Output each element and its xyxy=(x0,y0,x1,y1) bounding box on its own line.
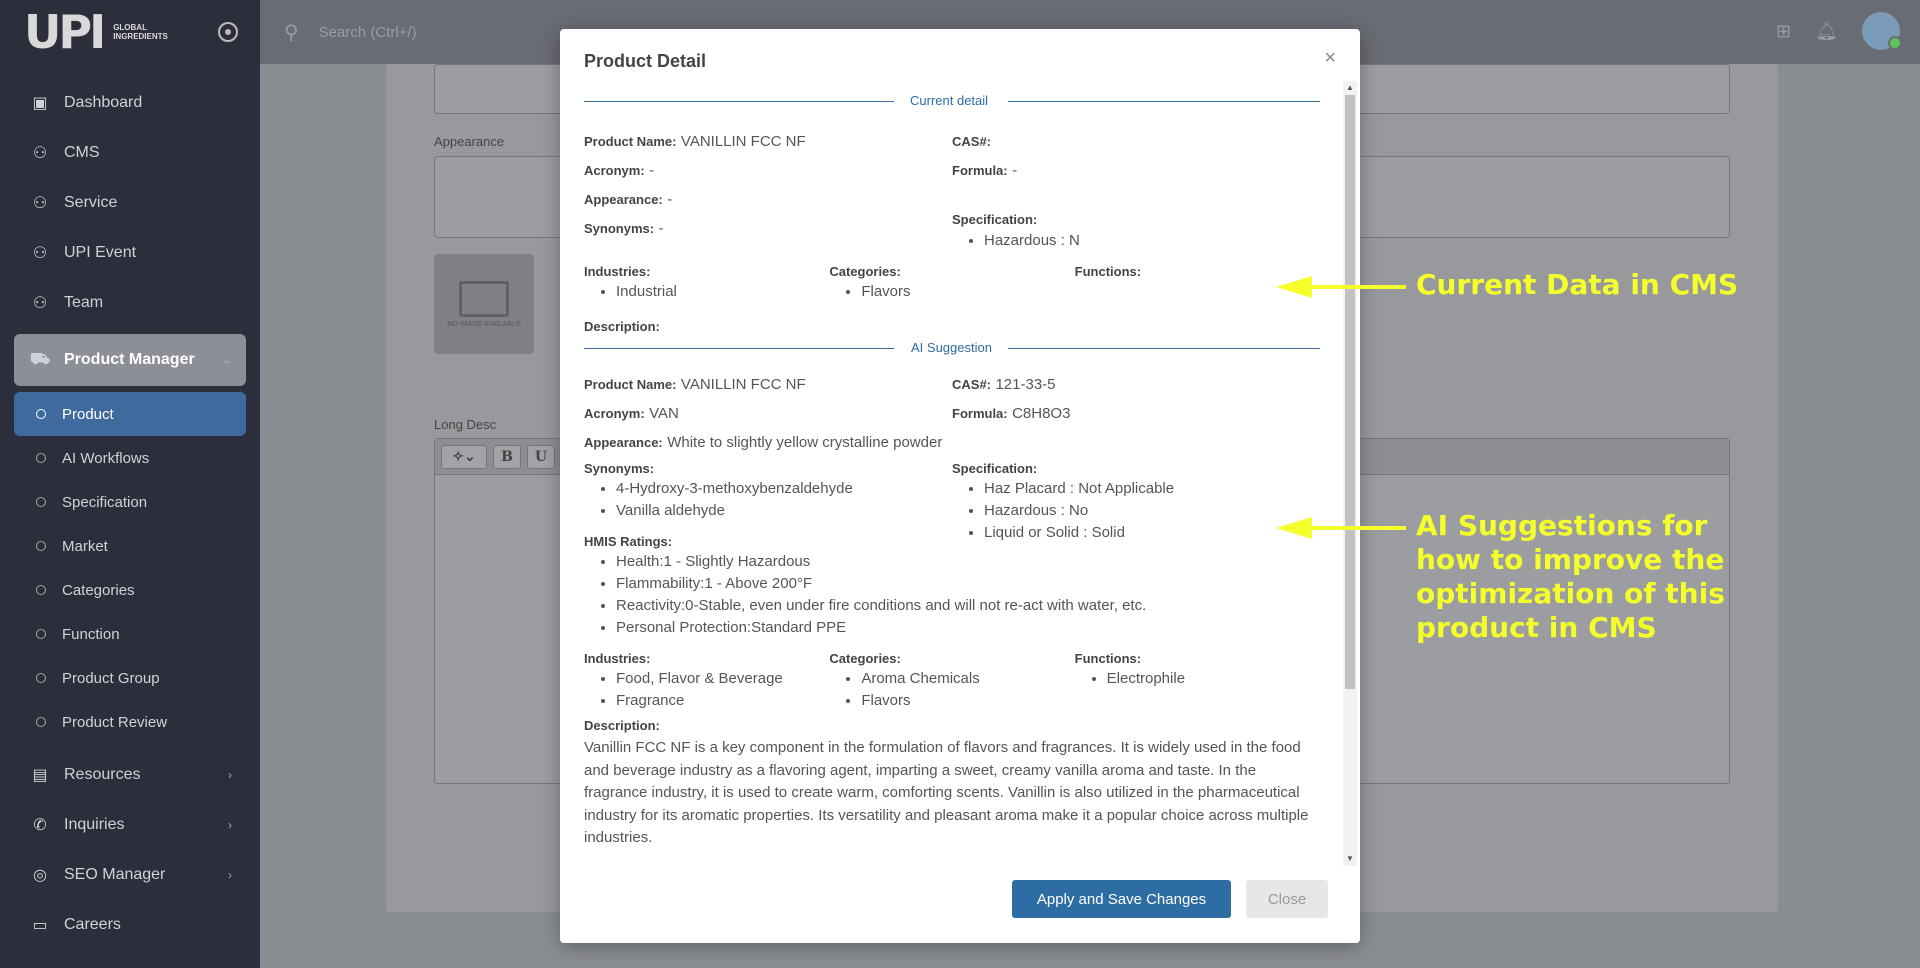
dashboard-icon: ▣ xyxy=(32,95,48,112)
current-left-col xyxy=(584,123,952,252)
sidebar-subitem-specification[interactable] xyxy=(14,480,246,524)
sidebar-item-team[interactable] xyxy=(14,278,246,328)
field-label: Product Name: xyxy=(584,134,677,149)
current-appearance xyxy=(584,190,952,210)
sidebar-item-resources[interactable] xyxy=(14,750,246,800)
list-item: • Fragrance xyxy=(616,690,829,712)
list-item: • Flammability:1 - Above 200°F xyxy=(616,573,1320,595)
sidebar-group-label: Product Manager xyxy=(64,351,195,368)
current-categories xyxy=(829,264,1074,303)
circle-icon xyxy=(36,453,46,463)
annotation-line: how to improve the xyxy=(1416,543,1725,576)
circle-icon xyxy=(36,585,46,595)
avatar[interactable] xyxy=(1862,12,1900,50)
divider-label: Current detail xyxy=(910,93,989,108)
divider-line xyxy=(584,101,894,102)
sidebar-item-label: CMS xyxy=(64,144,100,161)
list-item: • 4-Hydroxy-3-methoxybenzaldehyde xyxy=(616,478,952,500)
sidebar-subitem-categories[interactable] xyxy=(14,568,246,612)
annotation-arrow-ai xyxy=(1306,526,1406,530)
list-item: • Aroma Chemicals xyxy=(861,668,1074,690)
magic-wand-icon[interactable]: ✧⌄ xyxy=(441,445,487,469)
ai-left-col xyxy=(584,366,952,424)
list-item: • Hazardous : N xyxy=(984,230,1320,252)
current-specification-list xyxy=(984,230,1320,252)
sidebar-subitem-label: Specification xyxy=(62,493,148,511)
field-value: VANILLIN FCC NF xyxy=(680,133,806,150)
ai-row-2 xyxy=(584,461,1320,549)
ai-categories-list xyxy=(861,668,1074,712)
field-value: - xyxy=(667,191,673,208)
field-label: CAS#: xyxy=(952,134,992,149)
sidebar-subitem-label: Categories xyxy=(62,581,135,599)
sidebar xyxy=(0,0,260,968)
search-icon[interactable]: ⚲ xyxy=(284,21,299,44)
modal-scrollbar[interactable] xyxy=(1343,81,1357,866)
current-industries-list xyxy=(616,281,829,303)
scroll-down-area xyxy=(1343,852,1357,866)
sidebar-item-upi-event[interactable] xyxy=(14,228,246,278)
sidebar-item-service[interactable] xyxy=(14,178,246,228)
sidebar-nav xyxy=(0,64,260,950)
annotation-line: optimization of this xyxy=(1416,577,1725,610)
sidebar-toggle-icon[interactable] xyxy=(218,22,238,42)
header-actions xyxy=(1776,12,1900,50)
sidebar-item-label: Service xyxy=(64,194,118,211)
logo-subtitle xyxy=(113,23,168,41)
annotation-current-data: Current Data in CMS xyxy=(1416,268,1739,301)
ai-specification xyxy=(952,461,1320,549)
field-value: - xyxy=(649,162,655,179)
sidebar-item-cms[interactable] xyxy=(14,128,246,178)
list-item: • Reactivity:0-Stable, even under fire conditions and will not re-act with water, etc. xyxy=(616,595,1320,617)
current-specification xyxy=(952,210,1320,252)
scroll-down-icon[interactable]: ▼ xyxy=(1346,854,1354,863)
ai-hmis-list xyxy=(616,551,1320,639)
list-item: • Haz Placard : Not Applicable xyxy=(984,478,1320,500)
logo-mark: UPI xyxy=(24,5,104,59)
ai-cas xyxy=(952,375,1320,395)
sidebar-subitem-label: Product Group xyxy=(62,669,160,687)
field-value: VAN xyxy=(649,405,679,422)
sidebar-item-dashboard[interactable] xyxy=(14,78,246,128)
close-button[interactable]: Close xyxy=(1246,880,1328,918)
field-value: White to slightly yellow crystalline powder xyxy=(667,434,943,451)
annotation-line: AI Suggestions for xyxy=(1416,509,1708,542)
field-label: CAS#: xyxy=(952,377,992,392)
logo-sub-line-2: INGREDIENTS xyxy=(113,32,168,41)
field-value: VANILLIN FCC NF xyxy=(680,376,806,393)
current-row-1 xyxy=(584,123,1320,252)
circle-icon xyxy=(36,717,46,727)
scrollbar-thumb[interactable] xyxy=(1345,95,1355,689)
list-item: • Health:1 - Slightly Hazardous xyxy=(616,551,1320,573)
divider-line xyxy=(584,348,894,349)
sidebar-group-product-manager[interactable] xyxy=(14,334,246,386)
sitemap-icon: ⚇ xyxy=(32,145,48,162)
modal-title: Product Detail xyxy=(584,51,707,71)
sidebar-item-label: Team xyxy=(64,294,104,311)
sidebar-subitem-product-group[interactable] xyxy=(14,656,246,700)
sitemap-icon: ⚇ xyxy=(32,295,48,312)
bold-button[interactable]: B xyxy=(493,445,521,469)
ai-row-3 xyxy=(584,651,1320,712)
ai-row-1 xyxy=(584,366,1320,424)
ai-functions xyxy=(1075,651,1320,712)
search-input[interactable]: Search (Ctrl+/) xyxy=(318,23,417,41)
field-label: Industries: xyxy=(584,651,651,666)
logo-sub-line-1: GLOBAL xyxy=(113,23,147,32)
field-label: Functions: xyxy=(1074,651,1142,666)
field-value: - xyxy=(658,220,664,237)
divider-line xyxy=(1008,348,1320,349)
divider-line xyxy=(1008,101,1320,102)
sidebar-item-label: Resources xyxy=(64,766,141,783)
field-value: C8H8O3 xyxy=(1012,405,1071,422)
close-icon[interactable]: × xyxy=(1324,47,1336,69)
ai-functions-list xyxy=(1107,668,1320,690)
grid-icon[interactable]: ⊞ xyxy=(1776,20,1792,41)
chevron-right-icon: › xyxy=(228,818,232,832)
field-label: Appearance: xyxy=(584,192,663,207)
list-item: • Flavors xyxy=(861,281,1074,303)
chevron-down-icon: ⌄ xyxy=(221,353,232,367)
current-cas xyxy=(952,132,1320,152)
circle-icon xyxy=(36,497,46,507)
field-label: Formula: xyxy=(952,163,1008,178)
annotation-line: product in CMS xyxy=(1416,611,1657,644)
sidebar-subitem-label: Product Review xyxy=(62,713,168,731)
annotation-ai-suggestions xyxy=(1416,509,1725,645)
chevron-right-icon: › xyxy=(228,868,232,882)
sidebar-subitem-product-review[interactable] xyxy=(14,700,246,744)
bell-icon[interactable]: 🔔︎ xyxy=(1815,20,1838,41)
phone-icon: ✆ xyxy=(33,817,47,834)
sidebar-subitem-market[interactable] xyxy=(14,524,246,568)
briefcase-icon: ▭ xyxy=(32,917,48,934)
annotation-arrow-current xyxy=(1306,285,1406,289)
sidebar-item-label: Inquiries xyxy=(64,816,125,833)
sidebar-item-seo-manager[interactable] xyxy=(14,850,246,900)
product-detail-modal xyxy=(560,29,1360,943)
apply-save-button[interactable]: Apply and Save Changes xyxy=(1012,880,1231,918)
circle-icon xyxy=(36,409,46,419)
current-row-2 xyxy=(584,264,1320,303)
logo[interactable] xyxy=(0,0,260,64)
ai-formula xyxy=(952,404,1320,424)
sidebar-subitem-label: Function xyxy=(62,625,120,643)
field-label: Categories: xyxy=(829,651,901,666)
underline-button[interactable]: U xyxy=(527,445,555,469)
sidebar-item-label: Dashboard xyxy=(64,94,143,111)
field-label: Specification: xyxy=(952,212,1038,227)
target-icon: ◎ xyxy=(33,867,47,884)
field-label: Acronym: xyxy=(584,406,645,421)
current-detail-divider xyxy=(584,89,1320,113)
field-label: Categories: xyxy=(829,264,901,279)
list-item: • Hazardous : No xyxy=(984,500,1320,522)
forklift-icon: ⛟ xyxy=(30,351,51,368)
appearance-label: Appearance xyxy=(434,134,505,149)
sidebar-subitem-label: Market xyxy=(62,537,108,555)
current-product-name xyxy=(584,132,952,152)
field-label: Product Name: xyxy=(584,377,677,392)
list-item: • Food, Flavor & Beverage xyxy=(616,668,829,690)
circle-icon xyxy=(36,629,46,639)
list-item: • Electrophile xyxy=(1107,668,1320,690)
circle-icon xyxy=(36,673,46,683)
list-item: • Industrial xyxy=(616,281,829,303)
sidebar-item-label: SEO Manager xyxy=(64,866,166,883)
modal-body xyxy=(584,81,1320,866)
sidebar-subitem-label: AI Workflows xyxy=(62,449,150,467)
field-label: Specification: xyxy=(952,461,1038,476)
ai-appearance xyxy=(584,433,1320,453)
ai-specification-list xyxy=(984,478,1320,544)
field-label: Synonyms: xyxy=(584,461,655,476)
sidebar-subitem-label: Product xyxy=(62,405,114,423)
chevron-right-icon: › xyxy=(228,768,232,782)
current-acronym xyxy=(584,161,952,181)
current-right-col xyxy=(952,123,1320,252)
scroll-up-icon[interactable]: ▲ xyxy=(1346,83,1354,92)
ai-description: Vanillin FCC NF is a key component in the formulation of flavors and fragrances. It is widely used in the food and beverage industry as a flavoring agent, imparting a sweet, creamy vanilla aroma and taste. In the fragrance industry, it is used to create warm, comforting scents. Vanillin is also utilized in the pharmaceutical industry for its aromatic properties. Its versatility and pleasant aroma make it a popular choice across multiple industries. xyxy=(584,739,1309,846)
field-label: Functions: xyxy=(1074,264,1142,279)
image-icon xyxy=(459,281,509,317)
field-label: Industries: xyxy=(584,264,651,279)
field-label: Synonyms: xyxy=(584,221,655,236)
ai-product-name xyxy=(584,375,952,395)
sidebar-item-label: UPI Event xyxy=(64,244,137,261)
sidebar-item-label: Careers xyxy=(64,916,121,933)
ai-acronym xyxy=(584,404,952,424)
hmis-label: HMIS Ratings: xyxy=(584,534,673,549)
sidebar-subitem-product[interactable] xyxy=(14,392,246,436)
field-label: Appearance: xyxy=(584,435,663,450)
ai-description-label: Description: xyxy=(584,718,660,733)
ai-synonyms xyxy=(584,461,952,549)
sidebar-subitem-function[interactable] xyxy=(14,612,246,656)
no-image-text: NO IMAGE AVAILABLE xyxy=(447,320,521,328)
list-item: • Vanilla aldehyde xyxy=(616,500,952,522)
sidebar-item-careers[interactable] xyxy=(14,900,246,950)
sitemap-icon: ⚇ xyxy=(32,195,48,212)
ai-industries xyxy=(584,651,829,712)
list-item: • Liquid or Solid : Solid xyxy=(984,522,1320,544)
field-value: - xyxy=(1012,162,1018,179)
current-description-label: Description: xyxy=(584,319,660,334)
ai-industries-list xyxy=(616,668,829,712)
document-icon: ▤ xyxy=(32,767,48,784)
ai-categories xyxy=(829,651,1074,712)
current-synonyms xyxy=(584,219,952,239)
sidebar-item-inquiries[interactable] xyxy=(14,800,246,850)
ai-synonyms-list xyxy=(616,478,952,522)
field-value: 121-33-5 xyxy=(995,376,1056,393)
list-item: • Personal Protection:Standard PPE xyxy=(616,617,1320,639)
list-item: • Flavors xyxy=(861,690,1074,712)
long-desc-label: Long Desc xyxy=(434,417,497,432)
field-label: Formula: xyxy=(952,406,1008,421)
sitemap-icon: ⚇ xyxy=(32,245,48,262)
ai-suggestion-divider xyxy=(584,336,1320,360)
current-categories-list xyxy=(861,281,1074,303)
sidebar-subitem-ai-workflows[interactable] xyxy=(14,436,246,480)
product-image-placeholder[interactable] xyxy=(434,254,534,354)
circle-icon xyxy=(36,541,46,551)
current-industries xyxy=(584,264,829,303)
current-formula xyxy=(952,161,1320,181)
divider-label: AI Suggestion xyxy=(911,340,992,355)
field-label: Acronym: xyxy=(584,163,645,178)
ai-right-col xyxy=(952,366,1320,424)
